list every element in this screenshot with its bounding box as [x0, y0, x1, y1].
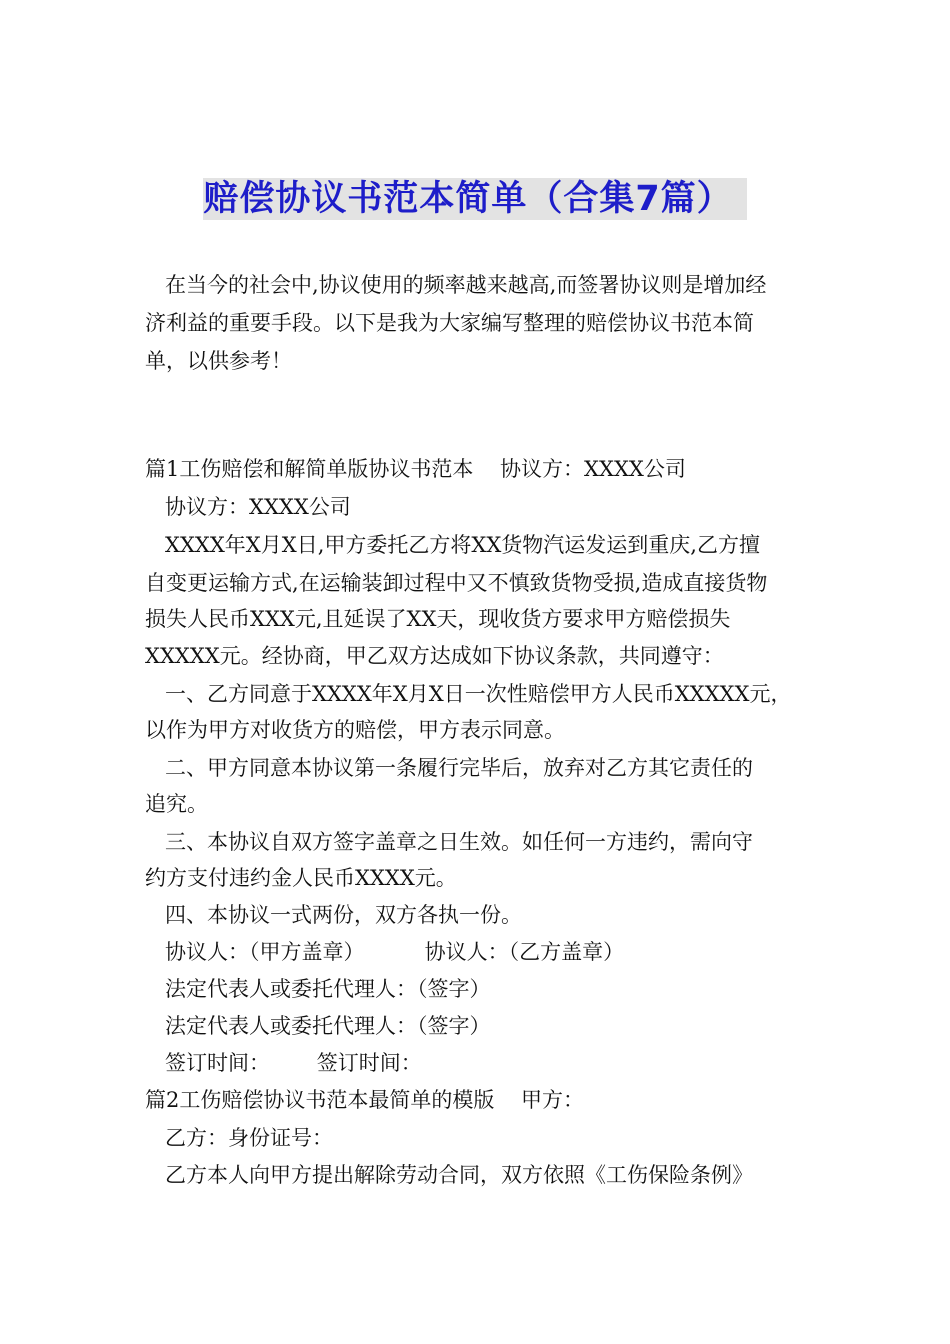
- intro-line: 单，以供参考！: [145, 349, 292, 373]
- signature-line: 协议人：（甲方盖章） 协议人：（乙方盖章）: [165, 940, 625, 964]
- body-line: 一、乙方同意于XXXX年X月X日一次性赔偿甲方人民币XXXXX元，: [165, 682, 792, 706]
- body-line: 乙方本人向甲方提出解除劳动合同，双方依照《工伤保险条例》: [165, 1163, 753, 1187]
- signature-line: 签订时间： 签订时间：: [165, 1051, 422, 1075]
- body-line: 乙方：身份证号：: [165, 1126, 333, 1150]
- intro-line: 济利益的重要手段。以下是我为大家编写整理的赔偿协议书范本简: [145, 311, 754, 335]
- body-line: 自变更运输方式,在运输装卸过程中又不慎致货物受损,造成直接货物: [145, 571, 768, 595]
- body-line: XXXX年X月X日,甲方委托乙方将XX货物汽运发运到重庆,乙方擅: [165, 533, 760, 557]
- body-line: 追究。: [145, 792, 208, 816]
- body-line: XXXXX元。经协商，甲乙双方达成如下协议条款，共同遵守：: [145, 644, 724, 668]
- intro-line: 在当今的社会中,协议使用的频率越来越高,而签署协议则是增加经: [165, 273, 767, 297]
- title-wrap: [0, 178, 950, 220]
- body-line: 三、本协议自双方签字盖章之日生效。如任何一方违约，需向守: [165, 830, 753, 854]
- signature-line: 法定代表人或委托代理人：（签字）: [165, 1014, 491, 1038]
- section-heading: 篇2工伤赔偿协议书范本最简单的模版 甲方：: [145, 1088, 585, 1112]
- signature-line: 法定代表人或委托代理人：（签字）: [165, 977, 491, 1001]
- body-line: 约方支付违约金人民币XXXX元。: [145, 866, 457, 890]
- body-line: 二、甲方同意本协议第一条履行完毕后，放弃对乙方其它责任的: [165, 756, 753, 780]
- section-heading: 篇1工伤赔偿和解简单版协议书范本 协议方：XXXX公司: [145, 457, 686, 481]
- document-title: 赔偿协议书范本简单（合集7篇）: [203, 178, 746, 220]
- body-line: 协议方：XXXX公司: [165, 495, 351, 519]
- body-line: 四、本协议一式两份，双方各执一份。: [165, 903, 522, 927]
- body-line: 损失人民币XXX元,且延误了XX天，现收货方要求甲方赔偿损失: [145, 607, 731, 631]
- body-line: 以作为甲方对收货方的赔偿，甲方表示同意。: [145, 718, 565, 742]
